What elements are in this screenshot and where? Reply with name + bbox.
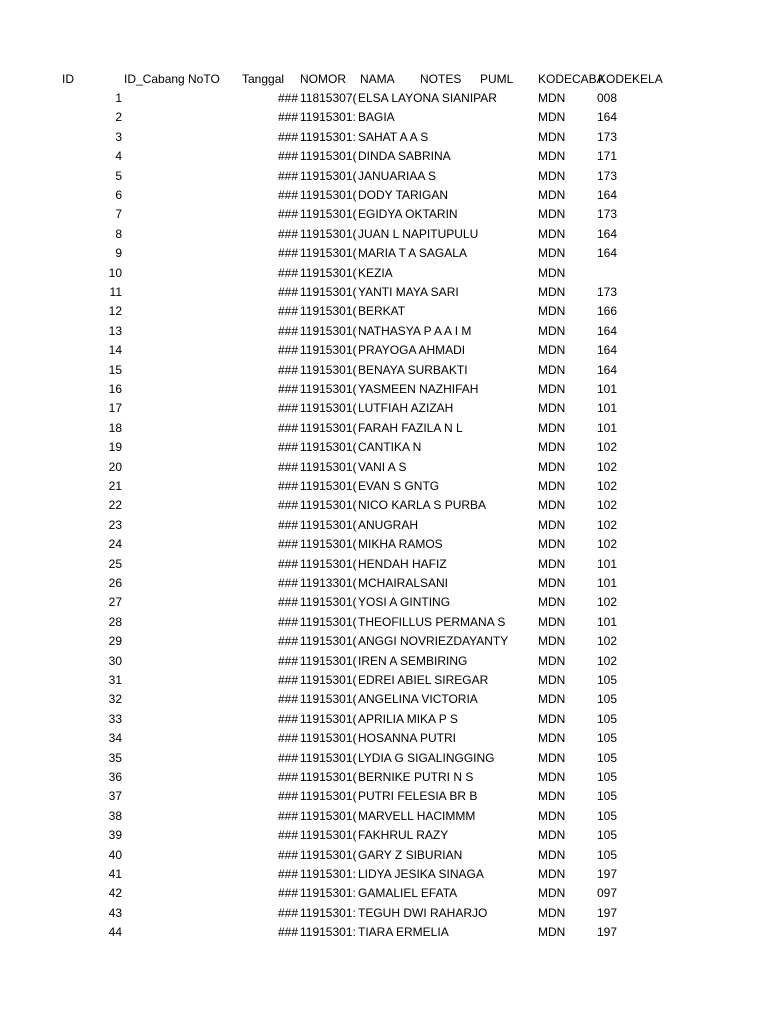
row-id-cell[interactable]: 42: [108, 886, 122, 901]
row-tanggal-cell[interactable]: ###: [277, 246, 298, 261]
row-kodecabang-cell[interactable]: MDN: [538, 304, 566, 319]
row-id-cell[interactable]: 44: [108, 925, 122, 940]
row-nomor-cell[interactable]: 11913301(: [300, 576, 357, 590]
row-kodecabang-cell[interactable]: MDN: [538, 886, 566, 901]
row-id-cell[interactable]: 14: [108, 343, 122, 358]
row-id-cell[interactable]: 40: [108, 847, 122, 862]
row-nomor-cell[interactable]: 11915301(: [300, 401, 357, 416]
row-nomor-cell[interactable]: 11915301(: [300, 343, 357, 358]
row-kodecabang-cell[interactable]: MDN: [538, 110, 566, 125]
row-nomor-cell[interactable]: 11915301:: [300, 110, 356, 125]
header-id-cabang[interactable]: ID_Cabang: [124, 72, 185, 86]
row-id-cell[interactable]: 13: [108, 323, 122, 338]
row-nama-cell[interactable]: ANUGRAH: [358, 517, 419, 532]
row-kodekelas-cell[interactable]: 105: [597, 808, 618, 823]
row-kodekelas-cell[interactable]: 197: [597, 925, 618, 940]
row-id-cell[interactable]: 28: [108, 614, 122, 629]
row-kodecabang-cell[interactable]: MDN: [538, 576, 566, 590]
row-id-cell[interactable]: 22: [108, 498, 122, 513]
row-kodecabang-cell[interactable]: MDN: [538, 149, 566, 164]
row-kodecabang-cell[interactable]: MDN: [538, 711, 566, 726]
row-kodecabang-cell[interactable]: MDN: [538, 323, 566, 338]
row-nama-cell[interactable]: MARVELL HACIMMM: [358, 808, 476, 823]
row-nama-cell[interactable]: GAMALIEL EFATA: [358, 886, 458, 901]
row-tanggal-cell[interactable]: ###: [277, 847, 298, 862]
row-kodecabang-cell[interactable]: MDN: [538, 595, 566, 610]
row-nama-cell[interactable]: LUTFIAH AZIZAH: [358, 401, 454, 416]
row-id-cell[interactable]: 21: [108, 479, 122, 493]
row-id-cell[interactable]: 4: [115, 149, 122, 164]
row-id-cell[interactable]: 11: [109, 285, 122, 299]
row-kodekelas-cell[interactable]: 105: [597, 750, 618, 765]
row-nama-cell[interactable]: GARY Z SIBURIAN: [358, 847, 463, 862]
row-kodekelas-cell[interactable]: 102: [597, 537, 618, 552]
row-tanggal-cell[interactable]: ###: [277, 479, 298, 493]
row-id-cell[interactable]: 33: [108, 711, 122, 726]
row-tanggal-cell[interactable]: ###: [277, 168, 298, 183]
row-nomor-cell[interactable]: 11915301(: [300, 168, 357, 183]
row-nama-cell[interactable]: MIKHA RAMOS: [358, 537, 443, 552]
row-kodecabang-cell[interactable]: MDN: [538, 556, 566, 571]
row-tanggal-cell[interactable]: ###: [277, 265, 298, 280]
row-id-cell[interactable]: 2: [115, 110, 122, 125]
row-kodecabang-cell[interactable]: MDN: [538, 867, 566, 881]
row-nomor-cell[interactable]: 11915301(: [300, 459, 357, 474]
row-kodekelas-cell[interactable]: 164: [597, 246, 618, 261]
row-nomor-cell[interactable]: 11915301(: [300, 847, 357, 862]
row-kodekelas-cell[interactable]: 164: [597, 110, 618, 125]
row-kodekelas-cell[interactable]: 105: [597, 770, 618, 784]
row-kodecabang-cell[interactable]: MDN: [538, 420, 566, 435]
row-nomor-cell[interactable]: 11915301(: [300, 149, 357, 164]
row-kodekelas-cell[interactable]: 105: [597, 828, 618, 843]
row-id-cell[interactable]: 31: [108, 673, 122, 687]
row-nama-cell[interactable]: ANGGI NOVRIEZDAYANTY: [358, 634, 509, 649]
row-kodekelas-cell[interactable]: 173: [597, 129, 618, 144]
row-nama-cell[interactable]: KEZIA: [358, 265, 393, 280]
row-nomor-cell[interactable]: 11915301(: [300, 653, 357, 668]
header-kodekelas[interactable]: KODEKELA: [598, 72, 663, 86]
row-id-cell[interactable]: 27: [108, 595, 122, 610]
row-nomor-cell[interactable]: 11915301(: [300, 323, 357, 338]
header-nomor[interactable]: NOMOR: [300, 72, 346, 86]
row-kodekelas-cell[interactable]: 101: [597, 556, 618, 571]
row-nama-cell[interactable]: NATHASYA P A A I M: [358, 323, 472, 338]
row-nomor-cell[interactable]: 11915301(: [300, 285, 357, 299]
row-kodecabang-cell[interactable]: MDN: [538, 731, 566, 746]
row-nama-cell[interactable]: EDREI ABIEL SIREGAR: [358, 673, 489, 687]
row-kodekelas-cell[interactable]: 105: [597, 847, 618, 862]
header-nama[interactable]: NAMA: [360, 72, 395, 86]
row-nama-cell[interactable]: YANTI MAYA SARI: [358, 285, 459, 299]
row-kodekelas-cell[interactable]: 102: [597, 440, 618, 455]
row-nomor-cell[interactable]: 11915301(: [300, 420, 357, 435]
row-id-cell[interactable]: 32: [108, 692, 122, 707]
row-id-cell[interactable]: 19: [108, 440, 122, 455]
row-kodecabang-cell[interactable]: MDN: [538, 168, 566, 183]
row-kodecabang-cell[interactable]: MDN: [538, 382, 566, 396]
header-id[interactable]: ID: [62, 72, 74, 86]
row-kodecabang-cell[interactable]: MDN: [538, 362, 566, 377]
row-kodecabang-cell[interactable]: MDN: [538, 653, 566, 668]
row-id-cell[interactable]: 36: [108, 770, 122, 784]
row-id-cell[interactable]: 8: [115, 226, 122, 241]
row-nama-cell[interactable]: SAHAT A A S: [358, 129, 429, 144]
row-kodekelas-cell[interactable]: 173: [597, 207, 618, 222]
row-nomor-cell[interactable]: 11915301(: [300, 789, 357, 804]
row-tanggal-cell[interactable]: ###: [277, 867, 298, 881]
row-id-cell[interactable]: 41: [108, 867, 122, 881]
row-nomor-cell[interactable]: 11915301:: [300, 129, 356, 144]
row-kodekelas-cell[interactable]: 101: [597, 420, 618, 435]
row-kodekelas-cell[interactable]: 164: [597, 188, 618, 202]
row-tanggal-cell[interactable]: ###: [277, 382, 298, 396]
row-nama-cell[interactable]: MCHAIRALSANI: [358, 576, 449, 590]
row-kodekelas-cell[interactable]: 105: [597, 711, 618, 726]
row-id-cell[interactable]: 29: [108, 634, 122, 649]
row-kodekelas-cell[interactable]: 102: [597, 517, 618, 532]
row-tanggal-cell[interactable]: ###: [277, 517, 298, 532]
row-kodecabang-cell[interactable]: MDN: [538, 188, 566, 202]
row-id-cell[interactable]: 15: [108, 362, 122, 377]
row-kodekelas-cell[interactable]: 171: [597, 149, 618, 164]
row-tanggal-cell[interactable]: ###: [277, 828, 298, 843]
row-kodekelas-cell[interactable]: 166: [597, 304, 618, 319]
header-noto[interactable]: NoTO: [188, 72, 220, 86]
row-nomor-cell[interactable]: 11915301(: [300, 440, 357, 455]
row-tanggal-cell[interactable]: ###: [277, 149, 298, 164]
row-nomor-cell[interactable]: 11915301(: [300, 537, 357, 552]
row-kodekelas-cell[interactable]: 105: [597, 673, 618, 687]
row-nama-cell[interactable]: FAKHRUL RAZY: [358, 828, 449, 843]
row-id-cell[interactable]: 7: [115, 207, 122, 222]
row-kodekelas-cell[interactable]: 097: [597, 886, 618, 901]
row-tanggal-cell[interactable]: ###: [277, 343, 298, 358]
row-nama-cell[interactable]: LIDYA JESIKA SINAGA: [358, 867, 484, 881]
row-tanggal-cell[interactable]: ###: [277, 420, 298, 435]
row-nama-cell[interactable]: JANUARIAA S: [358, 168, 437, 183]
row-nama-cell[interactable]: BERNIKE PUTRI N S: [358, 770, 474, 784]
row-nomor-cell[interactable]: 11915301(: [300, 595, 357, 610]
row-kodekelas-cell[interactable]: 164: [597, 323, 618, 338]
row-nomor-cell[interactable]: 11915301(: [300, 207, 357, 222]
row-tanggal-cell[interactable]: ###: [277, 692, 298, 707]
row-kodecabang-cell[interactable]: MDN: [538, 129, 566, 144]
row-kodekelas-cell[interactable]: 164: [597, 362, 618, 377]
row-kodekelas-cell[interactable]: 102: [597, 479, 618, 493]
row-tanggal-cell[interactable]: ###: [277, 653, 298, 668]
row-nama-cell[interactable]: THEOFILLUS PERMANA S: [358, 614, 506, 629]
row-nomor-cell[interactable]: 11915301(: [300, 770, 357, 784]
row-tanggal-cell[interactable]: ###: [277, 789, 298, 804]
row-nomor-cell[interactable]: 11915301(: [300, 673, 357, 687]
row-tanggal-cell[interactable]: ###: [277, 750, 298, 765]
row-nama-cell[interactable]: TEGUH DWI RAHARJO: [358, 905, 488, 920]
row-kodekelas-cell[interactable]: 102: [597, 498, 618, 513]
row-kodecabang-cell[interactable]: MDN: [538, 401, 566, 416]
row-tanggal-cell[interactable]: ###: [277, 925, 298, 940]
row-id-cell[interactable]: 3: [115, 129, 122, 144]
row-tanggal-cell[interactable]: ###: [277, 711, 298, 726]
row-nomor-cell[interactable]: 11915301:: [300, 867, 356, 881]
row-kodekelas-cell[interactable]: 173: [597, 168, 618, 183]
row-id-cell[interactable]: 1: [115, 91, 122, 105]
row-nomor-cell[interactable]: 11915301(: [300, 828, 357, 843]
row-id-cell[interactable]: 9: [115, 246, 122, 261]
row-nama-cell[interactable]: NICO KARLA S PURBA: [358, 498, 487, 513]
row-kodekelas-cell[interactable]: [597, 264, 657, 283]
row-kodecabang-cell[interactable]: MDN: [538, 808, 566, 823]
row-tanggal-cell[interactable]: ###: [277, 459, 298, 474]
row-nama-cell[interactable]: YOSI A GINTING: [358, 595, 451, 610]
row-nomor-cell[interactable]: 11915301(: [300, 304, 357, 319]
row-nomor-cell[interactable]: 11915301(: [300, 246, 357, 261]
row-nama-cell[interactable]: LYDIA G SIGALINGGING: [358, 750, 495, 765]
row-tanggal-cell[interactable]: ###: [277, 731, 298, 746]
row-kodecabang-cell[interactable]: MDN: [538, 925, 566, 940]
row-nama-cell[interactable]: PUTRI FELESIA BR B: [358, 789, 478, 804]
row-nomor-cell[interactable]: 11915301(: [300, 750, 357, 765]
row-kodekelas-cell[interactable]: 101: [597, 576, 618, 590]
row-kodekelas-cell[interactable]: 164: [597, 343, 618, 358]
row-nama-cell[interactable]: DODY TARIGAN: [358, 188, 449, 202]
row-nomor-cell[interactable]: 11915301(: [300, 692, 357, 707]
row-tanggal-cell[interactable]: ###: [277, 188, 298, 202]
row-kodecabang-cell[interactable]: MDN: [538, 479, 566, 493]
row-kodecabang-cell[interactable]: MDN: [538, 750, 566, 765]
row-kodecabang-cell[interactable]: MDN: [538, 905, 566, 920]
row-nama-cell[interactable]: IREN A SEMBIRING: [358, 653, 468, 668]
row-nomor-cell[interactable]: 11915301(: [300, 382, 357, 396]
row-nama-cell[interactable]: MARIA T A SAGALA: [358, 246, 467, 261]
row-kodekelas-cell[interactable]: 101: [597, 382, 618, 396]
row-kodecabang-cell[interactable]: MDN: [538, 207, 566, 222]
row-kodekelas-cell[interactable]: 101: [597, 614, 618, 629]
header-tanggal[interactable]: Tanggal: [242, 72, 285, 86]
row-nama-cell[interactable]: BERKAT: [358, 304, 406, 319]
row-id-cell[interactable]: 35: [108, 750, 122, 765]
row-tanggal-cell[interactable]: ###: [277, 614, 298, 629]
row-id-cell[interactable]: 23: [108, 517, 122, 532]
row-kodecabang-cell[interactable]: MDN: [538, 226, 566, 241]
row-kodecabang-cell[interactable]: MDN: [538, 770, 566, 784]
row-kodecabang-cell[interactable]: MDN: [538, 498, 566, 513]
row-nama-cell[interactable]: ELSA LAYONA SIANIPAR: [358, 91, 497, 105]
row-tanggal-cell[interactable]: ###: [277, 634, 298, 649]
row-nomor-cell[interactable]: 11915301(: [300, 498, 357, 513]
row-nomor-cell[interactable]: 11915301(: [300, 556, 357, 571]
row-kodekelas-cell[interactable]: 105: [597, 692, 618, 707]
row-kodecabang-cell[interactable]: MDN: [538, 634, 566, 649]
row-id-cell[interactable]: 24: [108, 537, 122, 552]
row-nama-cell[interactable]: JUAN L NAPITUPULU: [358, 226, 479, 241]
row-id-cell[interactable]: 39: [108, 828, 122, 843]
row-tanggal-cell[interactable]: ###: [277, 440, 298, 455]
row-kodecabang-cell[interactable]: MDN: [538, 517, 566, 532]
row-id-cell[interactable]: 5: [115, 168, 122, 183]
row-kodekelas-cell[interactable]: 105: [597, 731, 618, 746]
row-tanggal-cell[interactable]: ###: [277, 323, 298, 338]
row-tanggal-cell[interactable]: ###: [277, 537, 298, 552]
row-nomor-cell[interactable]: 11915301(: [300, 614, 357, 629]
row-nama-cell[interactable]: EGIDYA OKTARIN: [358, 207, 458, 222]
row-nama-cell[interactable]: TIARA ERMELIA: [358, 925, 449, 940]
row-nama-cell[interactable]: FARAH FAZILA N L: [358, 420, 463, 435]
row-nama-cell[interactable]: BAGIA: [358, 110, 395, 125]
row-tanggal-cell[interactable]: ###: [277, 770, 298, 784]
row-tanggal-cell[interactable]: ###: [277, 304, 298, 319]
row-nama-cell[interactable]: PRAYOGA AHMADI: [358, 343, 466, 358]
row-id-cell[interactable]: 16: [108, 382, 122, 396]
row-tanggal-cell[interactable]: ###: [277, 226, 298, 241]
row-kodecabang-cell[interactable]: MDN: [538, 789, 566, 804]
row-tanggal-cell[interactable]: ###: [277, 91, 298, 105]
row-kodecabang-cell[interactable]: MDN: [538, 614, 566, 629]
row-tanggal-cell[interactable]: ###: [277, 595, 298, 610]
row-id-cell[interactable]: 38: [108, 808, 122, 823]
row-tanggal-cell[interactable]: ###: [277, 808, 298, 823]
row-nomor-cell[interactable]: 11915301(: [300, 188, 357, 202]
row-id-cell[interactable]: 25: [108, 556, 122, 571]
row-nomor-cell[interactable]: 11915301(: [300, 711, 357, 726]
row-nama-cell[interactable]: DINDA SABRINA: [358, 149, 451, 164]
header-kodecabang[interactable]: KODECABA: [538, 72, 605, 86]
row-nama-cell[interactable]: HENDAH HAFIZ: [358, 556, 447, 571]
row-nomor-cell[interactable]: 11815307(: [300, 91, 357, 105]
row-kodecabang-cell[interactable]: MDN: [538, 343, 566, 358]
row-nama-cell[interactable]: EVAN S GNTG: [358, 479, 440, 493]
row-tanggal-cell[interactable]: ###: [277, 362, 298, 377]
row-kodekelas-cell[interactable]: 102: [597, 634, 618, 649]
header-notes[interactable]: NOTES: [420, 72, 462, 86]
row-nomor-cell[interactable]: 11915301:: [300, 886, 356, 901]
row-tanggal-cell[interactable]: ###: [277, 905, 298, 920]
row-kodekelas-cell[interactable]: 105: [597, 789, 618, 804]
row-tanggal-cell[interactable]: ###: [277, 110, 298, 125]
row-kodekelas-cell[interactable]: 197: [597, 905, 618, 920]
row-tanggal-cell[interactable]: ###: [277, 285, 298, 299]
row-nomor-cell[interactable]: 11915301(: [300, 479, 357, 493]
row-tanggal-cell[interactable]: ###: [277, 498, 298, 513]
row-kodekelas-cell[interactable]: 197: [597, 867, 618, 881]
row-nomor-cell[interactable]: 11915301(: [300, 226, 357, 241]
row-id-cell[interactable]: 30: [108, 653, 122, 668]
row-id-cell[interactable]: 37: [108, 789, 122, 804]
row-kodekelas-cell[interactable]: 101: [597, 401, 618, 416]
row-kodecabang-cell[interactable]: MDN: [538, 673, 566, 687]
row-kodecabang-cell[interactable]: MDN: [538, 91, 566, 105]
row-id-cell[interactable]: 34: [108, 731, 122, 746]
row-nama-cell[interactable]: BENAYA SURBAKTI: [358, 362, 468, 377]
row-nomor-cell[interactable]: 11915301(: [300, 808, 357, 823]
row-kodecabang-cell[interactable]: MDN: [538, 537, 566, 552]
row-kodekelas-cell[interactable]: 102: [597, 595, 618, 610]
row-id-cell[interactable]: 12: [108, 304, 122, 319]
row-kodecabang-cell[interactable]: MDN: [538, 265, 566, 280]
row-tanggal-cell[interactable]: ###: [277, 556, 298, 571]
row-id-cell[interactable]: 17: [108, 401, 122, 416]
row-id-cell[interactable]: 26: [108, 576, 122, 590]
row-kodecabang-cell[interactable]: MDN: [538, 440, 566, 455]
row-id-cell[interactable]: 10: [108, 265, 122, 280]
row-nomor-cell[interactable]: 11915301(: [300, 731, 357, 746]
row-kodecabang-cell[interactable]: MDN: [538, 246, 566, 261]
row-nama-cell[interactable]: CANTIKA N: [358, 440, 422, 455]
row-tanggal-cell[interactable]: ###: [277, 673, 298, 687]
row-nomor-cell[interactable]: 11915301(: [300, 517, 357, 532]
row-nama-cell[interactable]: APRILIA MIKA P S: [358, 711, 458, 726]
header-puml[interactable]: PUML: [480, 72, 514, 86]
row-id-cell[interactable]: 18: [108, 420, 122, 435]
row-nomor-cell[interactable]: 11915301:: [300, 905, 356, 920]
row-tanggal-cell[interactable]: ###: [277, 207, 298, 222]
row-kodecabang-cell[interactable]: MDN: [538, 847, 566, 862]
row-kodekelas-cell[interactable]: 164: [597, 226, 618, 241]
row-kodecabang-cell[interactable]: MDN: [538, 285, 566, 299]
row-kodecabang-cell[interactable]: MDN: [538, 692, 566, 707]
row-kodekelas-cell[interactable]: 173: [597, 285, 618, 299]
row-nomor-cell[interactable]: 11915301(: [300, 362, 357, 377]
row-nama-cell[interactable]: VANI A S: [358, 459, 407, 474]
row-tanggal-cell[interactable]: ###: [277, 129, 298, 144]
row-kodekelas-cell[interactable]: 102: [597, 653, 618, 668]
row-kodekelas-cell[interactable]: 008: [597, 91, 618, 105]
row-nomor-cell[interactable]: 11915301:: [300, 925, 356, 940]
row-nama-cell[interactable]: ANGELINA VICTORIA: [358, 692, 478, 707]
row-tanggal-cell[interactable]: ###: [277, 886, 298, 901]
row-id-cell[interactable]: 43: [108, 905, 122, 920]
row-kodecabang-cell[interactable]: MDN: [538, 828, 566, 843]
row-kodecabang-cell[interactable]: MDN: [538, 459, 566, 474]
row-id-cell[interactable]: 20: [108, 459, 122, 474]
row-nama-cell[interactable]: YASMEEN NAZHIFAH: [358, 382, 479, 396]
row-tanggal-cell[interactable]: ###: [277, 576, 298, 590]
row-kodekelas-cell[interactable]: 102: [597, 459, 618, 474]
row-tanggal-cell[interactable]: ###: [277, 401, 298, 416]
row-nomor-cell[interactable]: 11915301(: [300, 634, 357, 649]
row-nomor-cell[interactable]: 11915301(: [300, 265, 357, 280]
row-nama-cell[interactable]: HOSANNA PUTRI: [358, 731, 457, 746]
row-id-cell[interactable]: 6: [115, 188, 122, 202]
